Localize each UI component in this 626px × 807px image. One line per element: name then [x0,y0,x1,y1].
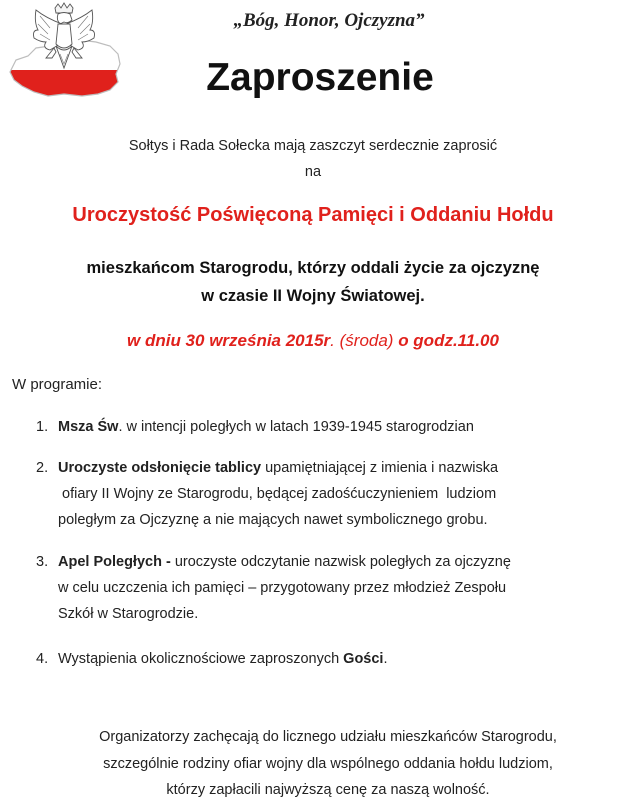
program-item-number: 3. [36,554,49,570]
program-item [36,549,621,627]
program-item-text: Wystąpienia okolicznościowe zaproszonych [58,651,344,667]
intro-line-2: na [304,164,322,180]
program-item-number: 2. [36,460,49,476]
program-item-text: . [383,651,388,667]
program-heading: W programie: [12,376,103,393]
program-item [36,646,621,672]
closing-line-3: którzy zapłacili najwyższą cenę za naszą wolność. [166,782,490,798]
program-item-number: 1. [36,419,49,435]
program-item-text: ofiary II Wojny ze Starogrodu, będącej zadośćuczynieniem ludziom [58,486,497,502]
program-item-text: poległym za Ojczyznę a nie mających nawet symbolicznego grobu. [58,512,488,528]
dedication-line-2: w czasie II Wojny Światowej. [201,287,425,305]
program-item [36,455,621,533]
event-date-time: o godz.11.00 [393,331,499,350]
closing-line-1: Organizatorzy zachęcają do licznego udziału mieszkańców Starogrodu, [99,729,557,745]
motto: „Bóg, Honor, Ojczyzna” [233,10,425,31]
program-item-bold: Msza Św [58,419,119,435]
event-date [0,331,626,351]
program-item [36,414,621,440]
event-date-weekday: . (środa) [330,331,394,350]
program-item-bold: Apel Poległych - [58,554,171,570]
program-item-text: Szkół w Starogrodzie. [58,606,199,622]
program-item-text: upamiętniającej z imienia i nazwiska [261,460,499,476]
program-item-number: 4. [36,651,49,667]
program-item-text: . w intencji poległych w latach 1939-1945 starogrodzian [118,419,474,435]
program-item-text: w celu uczczenia ich pamięci – przygotowany przez młodzież Zespołu [58,580,507,596]
program-item-bold: Gości [343,651,384,667]
program-item-text: uroczyste odczytanie nazwisk poległych za ojczyznę [170,554,511,570]
page-title: Zaproszenie [206,56,434,99]
program-item-bold: Uroczyste odsłonięcie tablicy [58,460,262,476]
event-date-day: w dniu 30 września 2015r [127,331,331,350]
closing-line-2: szczególnie rodziny ofiar wojny dla wspólnego oddania hołdu ludziom, [103,756,553,772]
ceremony-title: Uroczystość Poświęconą Pamięci i Oddaniu Hołdu [72,204,554,226]
dedication-line-1: mieszkańcom Starogrodu, którzy oddali życie za ojczyznę [86,259,540,277]
intro-line-1: Sołtys i Rada Sołecka mają zaszczyt serdecznie zaprosić [128,138,498,154]
